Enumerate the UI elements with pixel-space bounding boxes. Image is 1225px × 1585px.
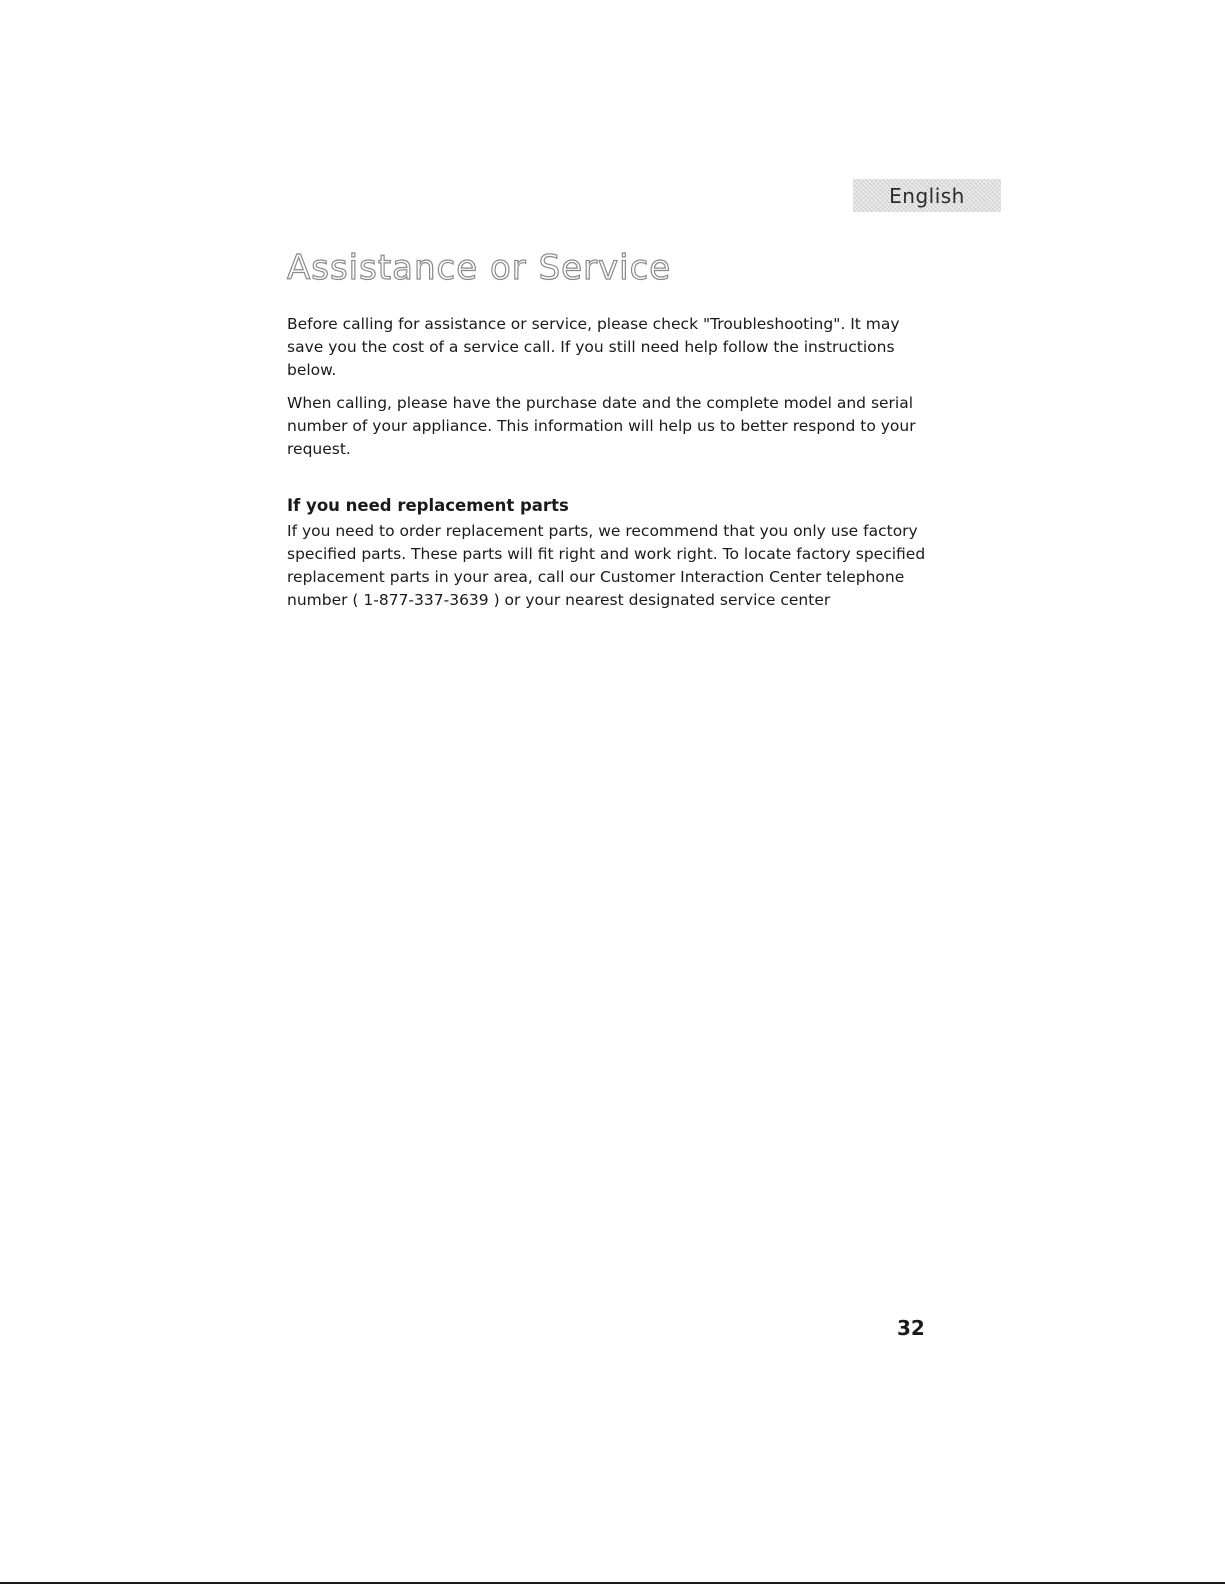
- language-label: English: [889, 183, 965, 208]
- section-heading: If you need replacement parts: [287, 496, 569, 515]
- page-content: [287, 313, 937, 622]
- intro-paragraph: Before calling for assistance or service, please check "Troubleshooting". It may save you the cost of a service call. If you still need help follow the instructions below.: [287, 315, 900, 379]
- calling-paragraph: When calling, please have the purchase date and the complete model and serial number of your appliance. This information will help us to better respond to your request.: [287, 394, 916, 458]
- language-tab: [853, 179, 1001, 212]
- page-number: 32: [897, 1316, 925, 1340]
- replacement-parts-paragraph: If you need to order replacement parts, we recommend that you only use factory specified parts. These parts will fit right and work right. To locate factory specified replacement parts in your area, call our Customer Interaction Center telephone number ( 1-877-337-3639 ) or your nearest designated service center: [287, 522, 926, 609]
- bottom-rule: [0, 1582, 1225, 1584]
- page-title: Assistance or Service: [287, 248, 672, 288]
